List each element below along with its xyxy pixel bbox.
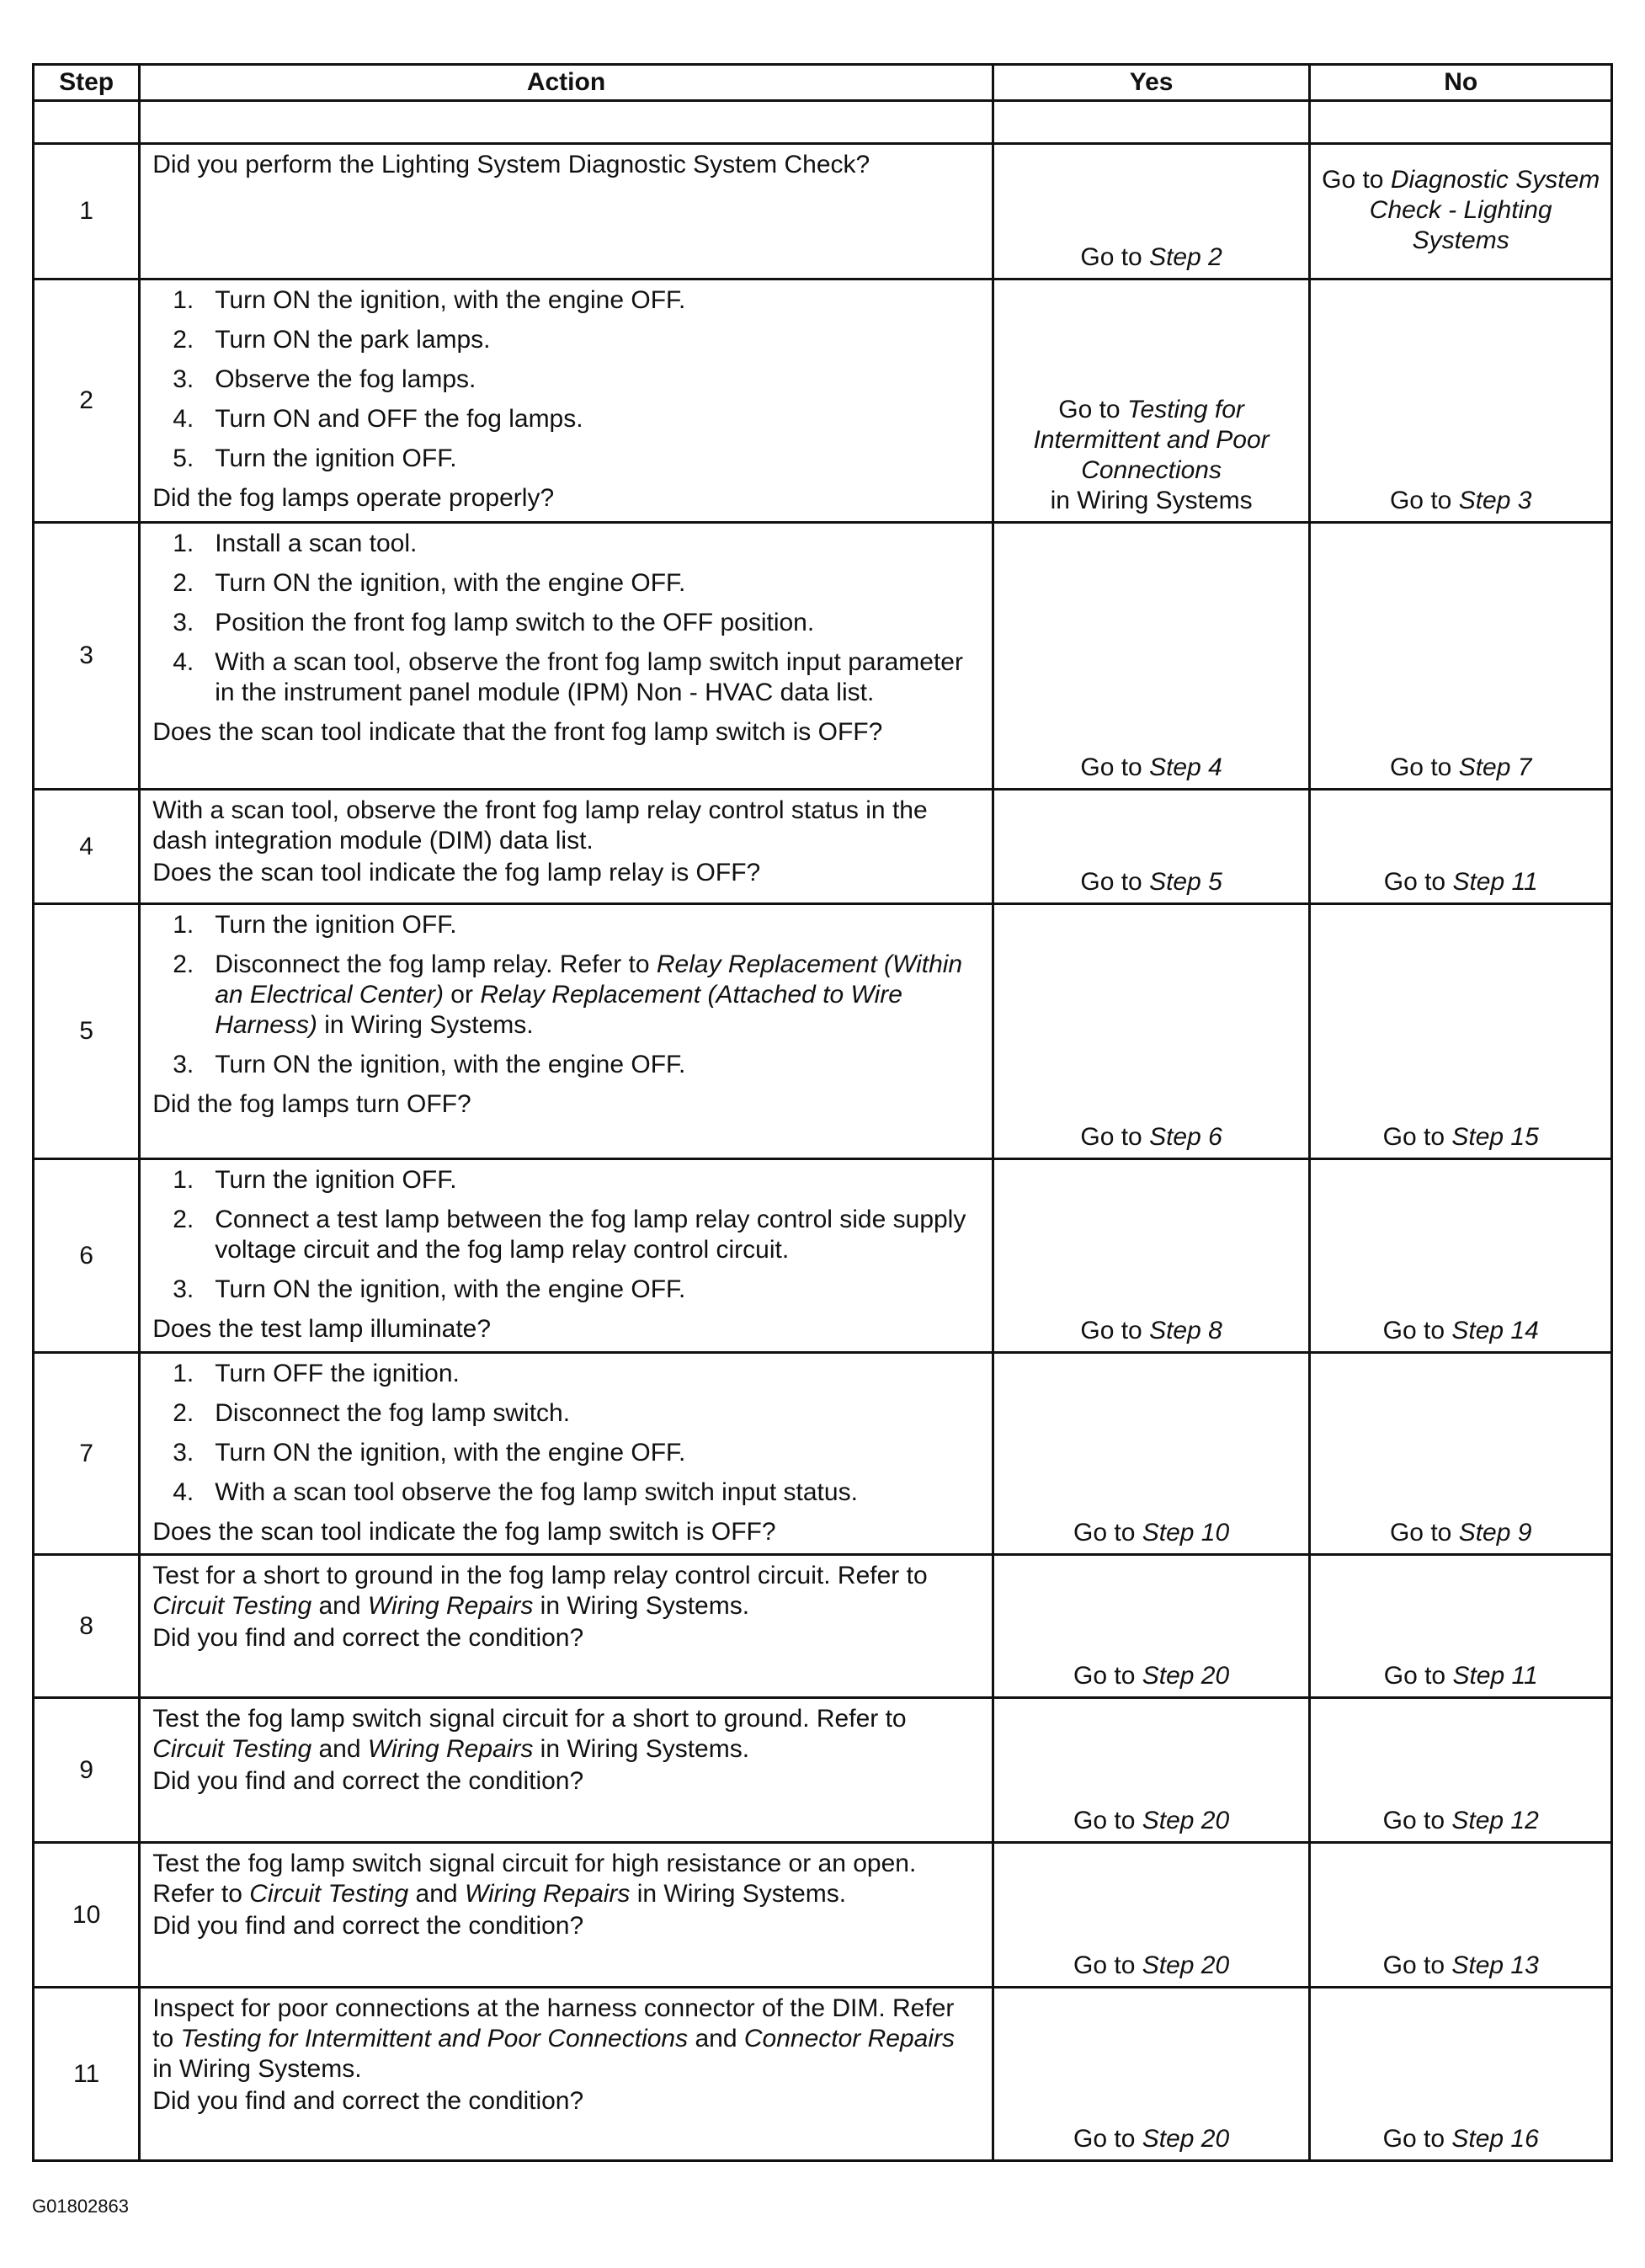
step-number: 8 xyxy=(34,1555,140,1698)
table-row xyxy=(34,790,1612,904)
list-item: 3. Position the front fog lamp switch to the OFF position. xyxy=(173,609,815,636)
no-prefix: Go to xyxy=(1382,1807,1452,1834)
step-number: 3 xyxy=(34,523,140,790)
table-row xyxy=(34,1555,1612,1698)
list-item: 1. Turn the ignition OFF. xyxy=(173,1166,457,1194)
no-link[interactable]: Step 16 xyxy=(1451,2125,1539,2153)
yes-link[interactable]: Step 20 xyxy=(1142,1662,1230,1690)
yes-link[interactable]: Testing for Intermittent and Poor Connections xyxy=(1033,396,1270,484)
no-cell xyxy=(1310,1843,1612,1988)
table-row xyxy=(34,1843,1612,1988)
no-cell xyxy=(1310,523,1612,790)
yes-link[interactable]: Step 6 xyxy=(1149,1123,1222,1151)
yes-prefix: Go to xyxy=(1080,1317,1150,1344)
list-item: 4. Turn ON and OFF the fog lamps. xyxy=(173,405,583,433)
action-text: Test the fog lamp switch signal circuit for a short to ground. Refer to Circuit Testing and Wiring Repairs in Wiring Systems. xyxy=(152,1705,907,1763)
action-cell xyxy=(140,1555,993,1698)
no-link[interactable]: Diagnostic System Check - Lighting Systems xyxy=(1369,166,1600,254)
yes-link[interactable]: Step 2 xyxy=(1149,243,1222,271)
no-link[interactable]: Step 11 xyxy=(1452,868,1538,896)
no-cell xyxy=(1310,1698,1612,1843)
yes-prefix: Go to xyxy=(1073,1662,1142,1690)
action-text: Test for a short to ground in the fog lamp relay control circuit. Refer to Circuit Testing and Wiring Repairs in Wiring Systems. xyxy=(152,1562,928,1620)
yes-prefix: Go to xyxy=(1080,243,1150,271)
list-item: 3. Turn ON the ignition, with the engine OFF. xyxy=(173,1275,686,1303)
action-cell xyxy=(140,1843,993,1988)
yes-prefix: Go to xyxy=(1073,2125,1142,2153)
list-item: 4. With a scan tool observe the fog lamp switch input status. xyxy=(173,1478,858,1506)
circuit-testing-link[interactable]: Circuit Testing xyxy=(249,1880,409,1908)
table-row xyxy=(34,1159,1612,1353)
no-cell xyxy=(1310,280,1612,523)
wiring-repairs-link[interactable]: Wiring Repairs xyxy=(367,1592,534,1620)
connector-repairs-link[interactable]: Connector Repairs xyxy=(743,2025,955,2052)
no-link[interactable]: Step 14 xyxy=(1451,1317,1539,1344)
list-item: 3. Turn ON the ignition, with the engine OFF. xyxy=(173,1051,686,1078)
table-row xyxy=(34,280,1612,523)
yes-link[interactable]: Step 20 xyxy=(1142,1951,1230,1979)
action-question: Did you find and correct the condition? xyxy=(152,2087,584,2115)
table-row xyxy=(34,523,1612,790)
step-number: 7 xyxy=(34,1353,140,1555)
step-number: 11 xyxy=(34,1988,140,2161)
yes-prefix: Go to xyxy=(1080,868,1150,896)
action-text: Test the fog lamp switch signal circuit for high resistance or an open. Refer to Circuit Testing and Wiring Repairs in Wiring Systems. xyxy=(152,1850,917,1908)
yes-cell xyxy=(993,523,1310,790)
no-prefix: Go to xyxy=(1389,1519,1459,1547)
action-list xyxy=(152,1165,980,1305)
header-action: Action xyxy=(140,65,993,101)
table-row xyxy=(34,1353,1612,1555)
list-item: 4. With a scan tool, observe the front fog lamp switch input parameter in the instrument panel module (IPM) Non - HVAC data list. xyxy=(173,648,963,706)
testing-intermittent-link[interactable]: Testing for Intermittent and Poor Connections xyxy=(180,2025,689,2052)
yes-cell xyxy=(993,1159,1310,1353)
no-link[interactable]: Step 13 xyxy=(1451,1951,1539,1979)
no-link[interactable]: Step 11 xyxy=(1452,1662,1538,1690)
no-prefix: Go to xyxy=(1382,1123,1452,1151)
circuit-testing-link[interactable]: Circuit Testing xyxy=(152,1592,312,1620)
action-cell xyxy=(140,523,993,790)
no-cell xyxy=(1310,1988,1612,2161)
action-question: Does the test lamp illuminate? xyxy=(152,1315,492,1343)
action-question: Did you find and correct the condition? xyxy=(152,1912,584,1940)
table-row xyxy=(34,1698,1612,1843)
action-list xyxy=(152,285,980,474)
action-cell xyxy=(140,1698,993,1843)
step-number: 5 xyxy=(34,904,140,1159)
action-text: With a scan tool, observe the front fog lamp relay control status in the dash integration module (DIM) data list. xyxy=(152,796,928,854)
action-cell xyxy=(140,144,993,280)
yes-prefix: Go to xyxy=(1073,1519,1142,1547)
yes-link[interactable]: Step 20 xyxy=(1142,1807,1230,1834)
no-cell xyxy=(1310,1159,1612,1353)
list-item: 2. Disconnect the fog lamp switch. xyxy=(173,1399,571,1427)
diagnostic-table xyxy=(32,63,1613,2162)
list-item: 2. Turn ON the park lamps. xyxy=(173,326,491,354)
wiring-repairs-link[interactable]: Wiring Repairs xyxy=(367,1735,534,1763)
yes-prefix: Go to xyxy=(1080,753,1150,781)
action-list xyxy=(152,529,980,708)
action-list xyxy=(152,910,980,1080)
action-cell xyxy=(140,1159,993,1353)
step-number: 9 xyxy=(34,1698,140,1843)
no-prefix: Go to xyxy=(1383,868,1453,896)
no-link[interactable]: Step 15 xyxy=(1451,1123,1539,1151)
action-question: Does the scan tool indicate that the front fog lamp switch is OFF? xyxy=(152,718,883,746)
yes-cell xyxy=(993,1843,1310,1988)
action-text: Inspect for poor connections at the harness connector of the DIM. Refer to Testing for Intermittent and Poor Connections and Connector Repairs in Wiring Systems. xyxy=(152,1994,955,2083)
no-prefix: Go to xyxy=(1382,1951,1452,1979)
action-question: Did the fog lamps operate properly? xyxy=(152,484,555,512)
yes-prefix: Go to xyxy=(1073,1807,1142,1834)
list-item: 1. Turn ON the ignition, with the engine OFF. xyxy=(173,286,686,314)
header-yes: Yes xyxy=(993,65,1310,101)
figure-id: G01802863 xyxy=(32,2196,129,2217)
no-prefix: Go to xyxy=(1322,166,1391,194)
action-cell xyxy=(140,1988,993,2161)
yes-link[interactable]: Step 8 xyxy=(1149,1317,1222,1344)
no-link[interactable]: Step 3 xyxy=(1458,487,1532,514)
yes-cell xyxy=(993,1988,1310,2161)
action-text: Did you perform the Lighting System Diagnostic System Check? xyxy=(152,151,870,178)
table-row xyxy=(34,144,1612,280)
action-question: Did you find and correct the condition? xyxy=(152,1624,584,1652)
list-item: 2. Connect a test lamp between the fog lamp relay control side supply voltage circuit and the fog lamp relay control circuit. xyxy=(173,1206,966,1264)
no-cell xyxy=(1310,1555,1612,1698)
step-number: 10 xyxy=(34,1843,140,1988)
action-cell xyxy=(140,904,993,1159)
no-cell xyxy=(1310,1353,1612,1555)
no-prefix: Go to xyxy=(1382,1317,1452,1344)
yes-prefix: Go to xyxy=(1073,1951,1142,1979)
list-item: 1. Install a scan tool. xyxy=(173,530,418,557)
action-question: Does the scan tool indicate the fog lamp relay is OFF? xyxy=(152,859,761,886)
action-question: Does the scan tool indicate the fog lamp switch is OFF? xyxy=(152,1518,776,1546)
no-cell xyxy=(1310,904,1612,1159)
step-number: 1 xyxy=(34,144,140,280)
yes-cell xyxy=(993,280,1310,523)
list-item: 5. Turn the ignition OFF. xyxy=(173,445,457,472)
no-prefix: Go to xyxy=(1389,753,1459,781)
list-item: 2. Turn ON the ignition, with the engine OFF. xyxy=(173,569,686,597)
relay-replacement-harness-link[interactable]: Relay Replacement (Attached to Wire Harness) xyxy=(215,981,902,1039)
yes-cell xyxy=(993,790,1310,904)
list-item: 1. Turn the ignition OFF. xyxy=(173,911,457,939)
step-number: 2 xyxy=(34,280,140,523)
action-cell xyxy=(140,1353,993,1555)
no-cell xyxy=(1310,790,1612,904)
yes-cell xyxy=(993,1555,1310,1698)
header-step: Step xyxy=(34,65,140,101)
no-prefix: Go to xyxy=(1382,2125,1452,2153)
step-number: 4 xyxy=(34,790,140,904)
yes-prefix: Go to xyxy=(1080,1123,1150,1151)
step-number: 6 xyxy=(34,1159,140,1353)
no-prefix: Go to xyxy=(1383,1662,1453,1690)
table-row xyxy=(34,904,1612,1159)
action-cell xyxy=(140,280,993,523)
action-list xyxy=(152,1359,980,1508)
table-row xyxy=(34,1988,1612,2161)
yes-link[interactable]: Step 20 xyxy=(1142,2125,1230,2153)
header-row xyxy=(34,65,1612,101)
yes-cell xyxy=(993,1353,1310,1555)
list-item: 2. Disconnect the fog lamp relay. Refer to Relay Replacement (Within an Electrical Center) or Relay Replacement (Attached to Wire Harness) in Wiring Systems. xyxy=(173,950,963,1039)
action-cell xyxy=(140,790,993,904)
no-link[interactable]: Step 9 xyxy=(1458,1519,1532,1547)
yes-cell xyxy=(993,1698,1310,1843)
yes-cell xyxy=(993,144,1310,280)
yes-link[interactable]: Step 5 xyxy=(1149,868,1222,896)
no-cell xyxy=(1310,144,1612,280)
no-link[interactable]: Step 12 xyxy=(1451,1807,1539,1834)
wiring-repairs-link[interactable]: Wiring Repairs xyxy=(464,1880,631,1908)
circuit-testing-link[interactable]: Circuit Testing xyxy=(152,1735,312,1763)
relay-replacement-link[interactable]: Relay Replacement (Within an Electrical Center) xyxy=(215,950,963,1009)
list-item: 1. Turn OFF the ignition. xyxy=(173,1360,460,1387)
list-item: 3. Turn ON the ignition, with the engine OFF. xyxy=(173,1439,686,1467)
list-item: 3. Observe the fog lamps. xyxy=(173,365,476,393)
yes-suffix: in Wiring Systems xyxy=(1050,487,1253,514)
no-link[interactable]: Step 7 xyxy=(1458,753,1532,781)
yes-cell xyxy=(993,904,1310,1159)
yes-link[interactable]: Step 4 xyxy=(1149,753,1222,781)
action-question: Did you find and correct the condition? xyxy=(152,1767,584,1795)
yes-link[interactable]: Step 10 xyxy=(1142,1519,1230,1547)
blank-row xyxy=(34,101,1612,144)
action-question: Did the fog lamps turn OFF? xyxy=(152,1090,471,1118)
header-no: No xyxy=(1310,65,1612,101)
no-prefix: Go to xyxy=(1389,487,1459,514)
yes-prefix: Go to xyxy=(1058,396,1127,423)
